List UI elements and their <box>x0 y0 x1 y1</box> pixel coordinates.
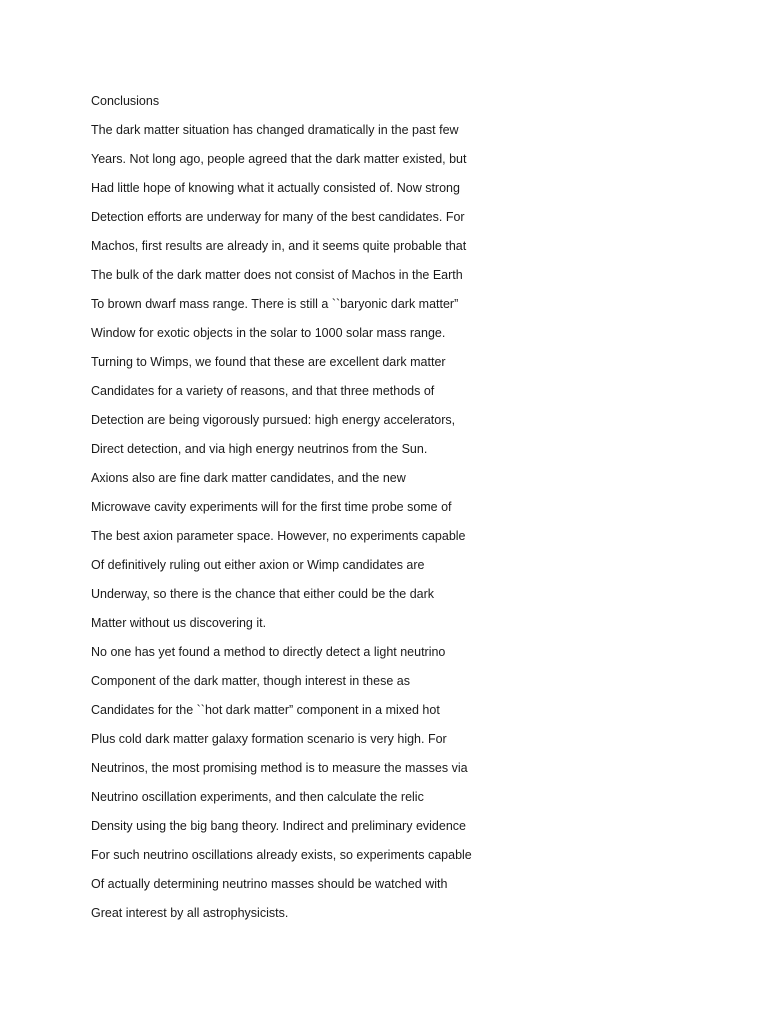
text-line: Window for exotic objects in the solar to 1000 solar mass range. <box>91 326 446 340</box>
text-line: Turning to Wimps, we found that these are excellent dark matter <box>91 355 446 369</box>
text-line: Of definitively ruling out either axion or Wimp candidates are <box>91 558 425 572</box>
text-line: Underway, so there is the chance that either could be the dark <box>91 587 435 601</box>
text-line: Years. Not long ago, people agreed that the dark matter existed, but <box>91 152 467 166</box>
text-line: Detection are being vigorously pursued: high energy accelerators, <box>91 413 456 427</box>
text-line: Of actually determining neutrino masses should be watched with <box>91 877 448 891</box>
text-line: For such neutrino oscillations already exists, so experiments capable <box>91 848 472 862</box>
text-line: Candidates for a variety of reasons, and that three methods of <box>91 384 435 398</box>
text-line: Neutrinos, the most promising method is to measure the masses via <box>91 761 468 775</box>
text-line: Matter without us discovering it. <box>91 616 267 630</box>
text-line: Neutrino oscillation experiments, and then calculate the relic <box>91 790 424 804</box>
text-line: The bulk of the dark matter does not consist of Machos in the Earth <box>91 268 463 282</box>
text-line: Axions also are fine dark matter candidates, and the new <box>91 471 406 485</box>
text-line: Great interest by all astrophysicists. <box>91 906 289 920</box>
text-line: The dark matter situation has changed dramatically in the past few <box>91 123 459 137</box>
text-line: Had little hope of knowing what it actually consisted of. Now strong <box>91 181 460 195</box>
text-line: Microwave cavity experiments will for the first time probe some of <box>91 500 452 514</box>
section-heading: Conclusions <box>91 94 160 108</box>
document-body <box>91 89 691 930</box>
text-line: Candidates for the ``hot dark matter” component in a mixed hot <box>91 703 440 717</box>
text-line: Density using the big bang theory. Indirect and preliminary evidence <box>91 819 466 833</box>
text-line: Direct detection, and via high energy neutrinos from the Sun. <box>91 442 428 456</box>
text-line: Component of the dark matter, though interest in these as <box>91 674 410 688</box>
text-line: No one has yet found a method to directly detect a light neutrino <box>91 645 446 659</box>
text-line: Machos, first results are already in, and it seems quite probable that <box>91 239 467 253</box>
text-line: To brown dwarf mass range. There is still a ``baryonic dark matter” <box>91 297 459 311</box>
text-line: The best axion parameter space. However, no experiments capable <box>91 529 466 543</box>
text-line: Detection efforts are underway for many of the best candidates. For <box>91 210 465 224</box>
text-line: Plus cold dark matter galaxy formation scenario is very high. For <box>91 732 447 746</box>
